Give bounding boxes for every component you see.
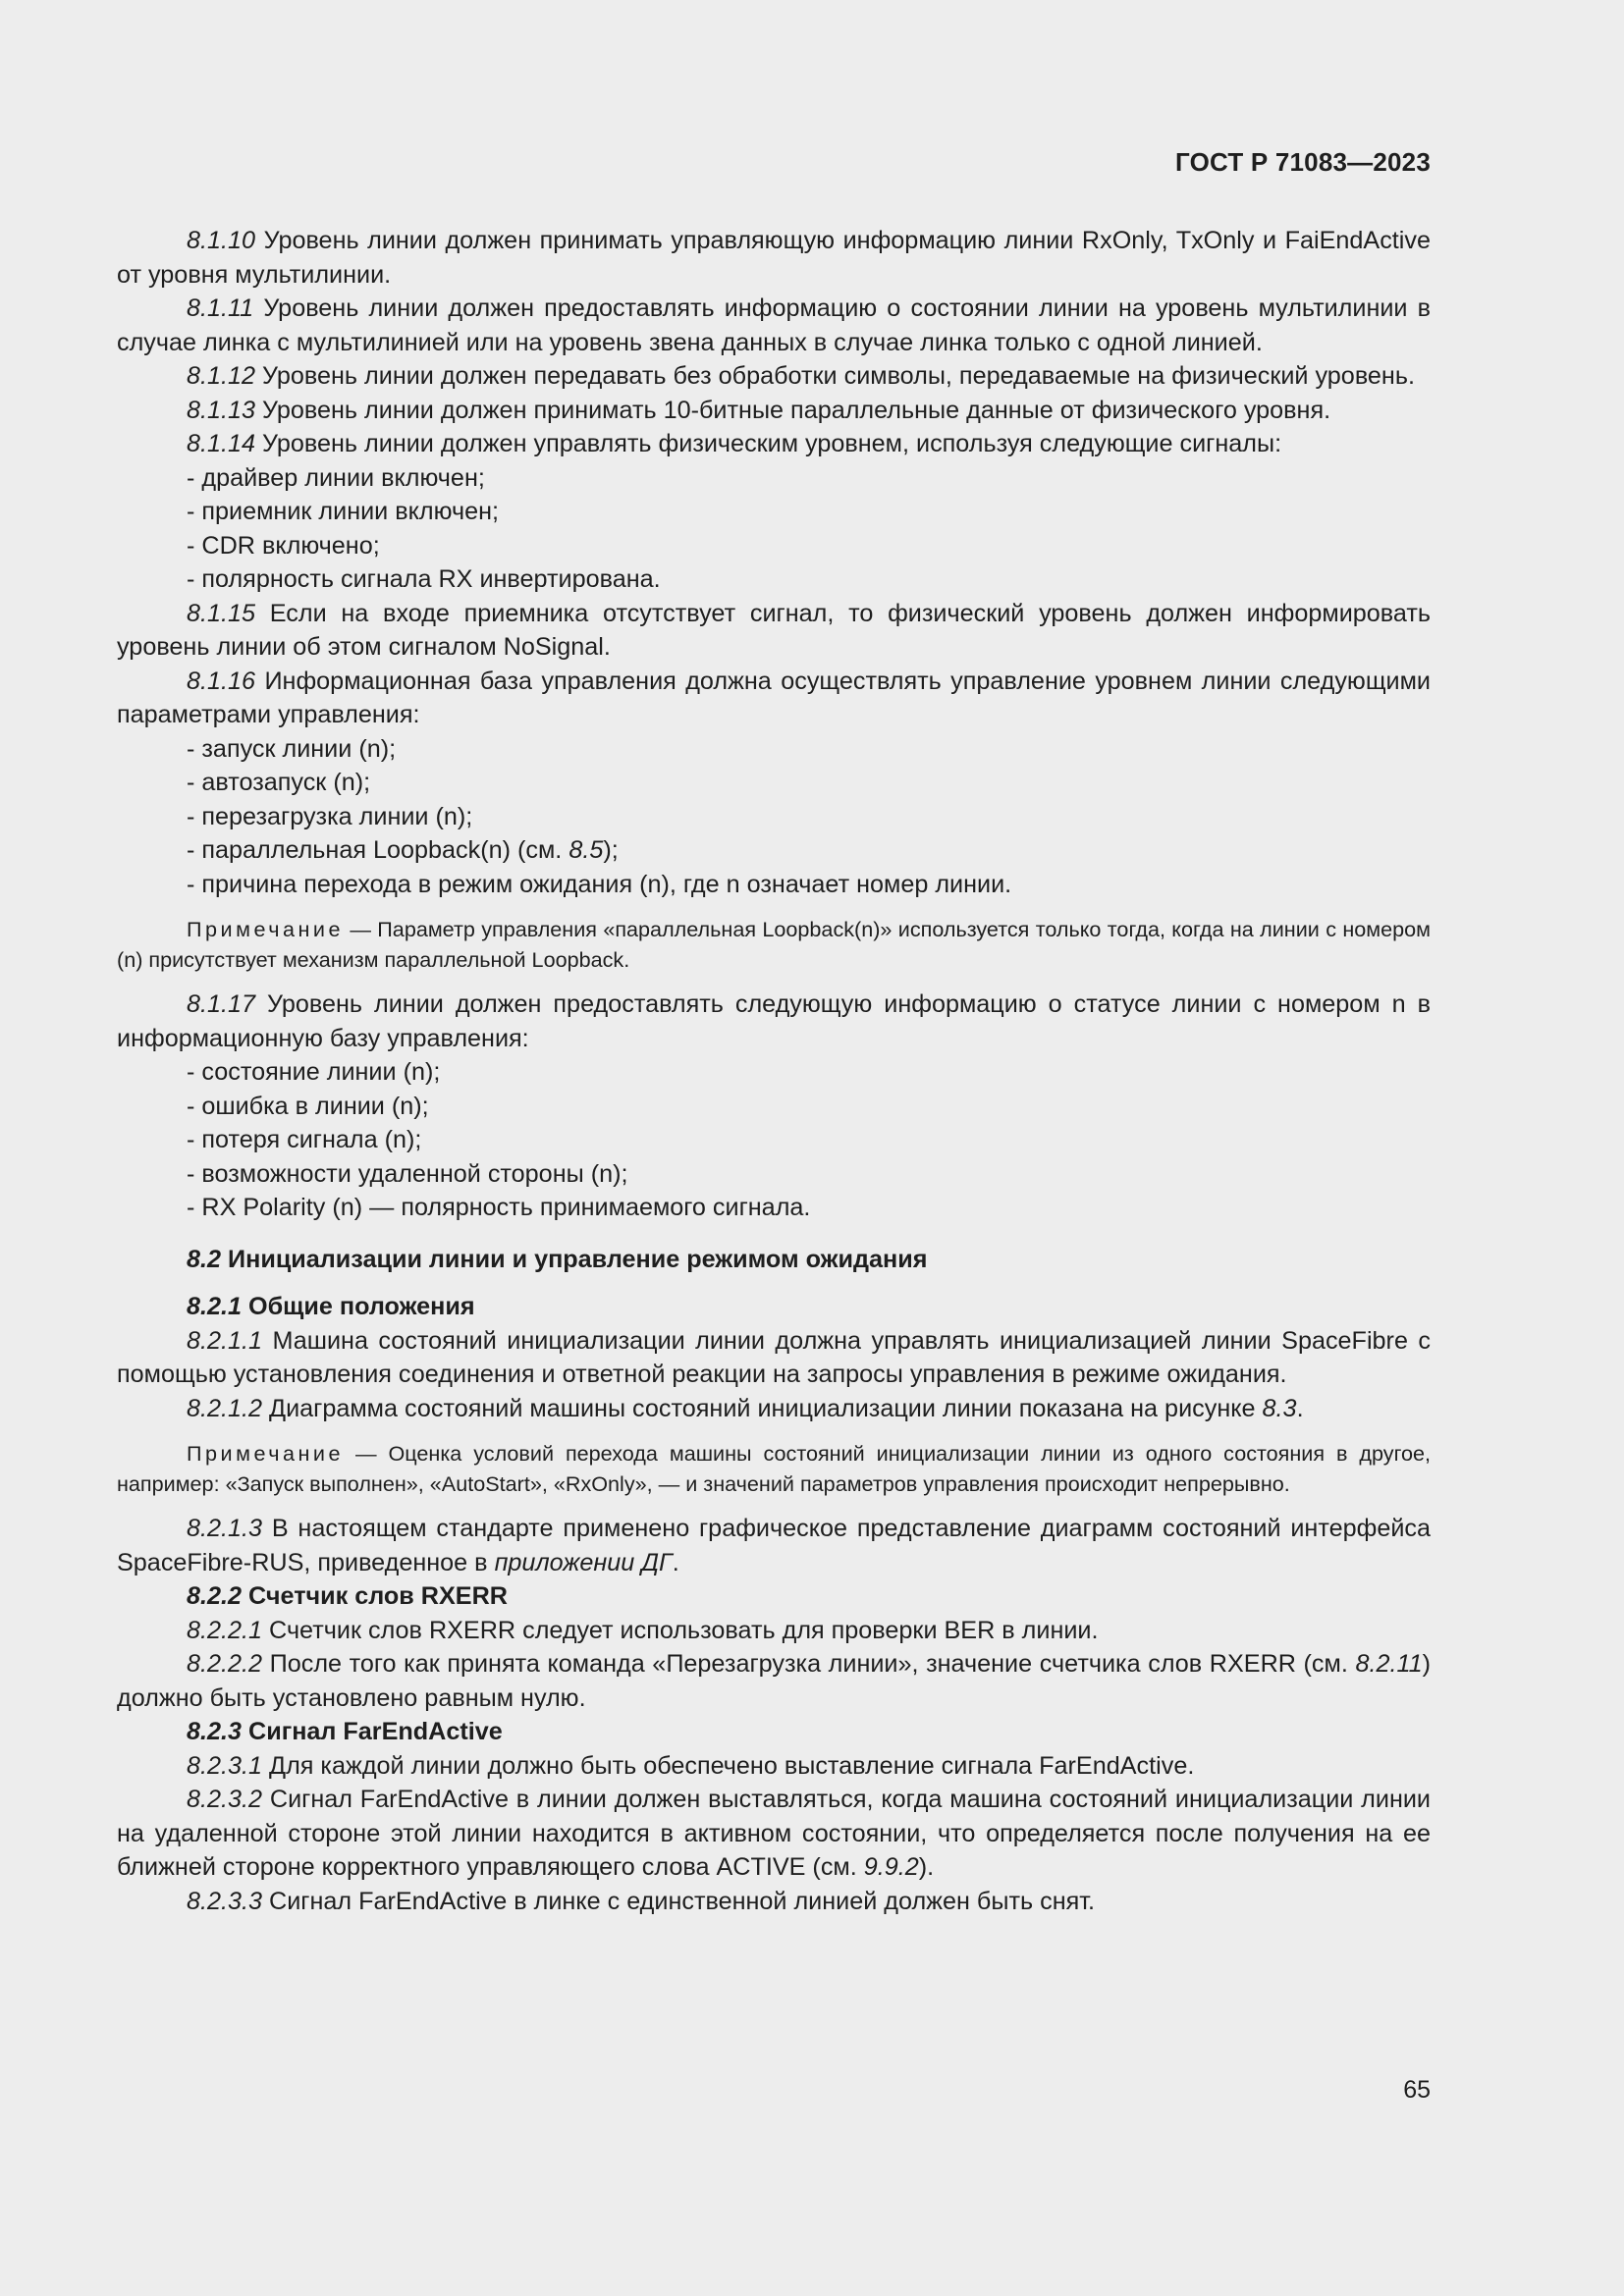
section-number: 8.2.3 (187, 1718, 243, 1745)
clause-number: 8.1.12 (187, 362, 256, 390)
clause-text: . (672, 1548, 679, 1576)
note (117, 914, 1431, 975)
cross-reference: 8.2.11 (1355, 1650, 1423, 1678)
section-heading-8-2-2 (117, 1579, 1431, 1614)
note-label: Примечание (187, 1441, 344, 1466)
section-title: Счетчик слов RXERR (248, 1582, 508, 1610)
section-heading-8-2-3 (117, 1715, 1431, 1749)
list-item: - потеря сигнала (n); (187, 1126, 422, 1153)
section-heading-8-2-1 (117, 1290, 1431, 1324)
clause-8-1-11 (117, 292, 1431, 359)
clause-number: 8.2.3.3 (187, 1887, 263, 1915)
list-item: - драйвер линии включен; (187, 463, 485, 492)
clause-text: В настоящем стандарте применено графическое представление диаграмм состояний интерфейса SpaceFibre-RUS, приведенное в (117, 1515, 1432, 1576)
clause-number: 8.1.15 (187, 599, 256, 627)
clause-8-1-16 (117, 665, 1431, 732)
cross-reference: 8.3 (1262, 1394, 1297, 1422)
clause-number: 8.2.1.3 (187, 1515, 263, 1542)
clause-number: 8.1.17 (187, 990, 256, 1018)
note (117, 1438, 1431, 1499)
list-item: - состояние линии (n); (187, 1058, 441, 1086)
clause-text: ). (918, 1853, 935, 1881)
clause-8-1-10 (117, 224, 1431, 292)
clause-number: 8.2.1.1 (187, 1326, 263, 1355)
clause-text: . (1296, 1394, 1304, 1422)
clause-number: 8.1.11 (187, 294, 254, 322)
list-item: - причина перехода в режим ожидания (n), где n означает номер линии. (187, 870, 1012, 898)
list-item: - приемник линии включен; (187, 498, 499, 525)
clause-8-2-3-3 (117, 1885, 1431, 1919)
section-title: Сигнал FarEndActive (248, 1718, 503, 1745)
clause-number: 8.1.10 (187, 227, 256, 254)
clause-text: Если на входе приемника отсутствует сигнал, то физический уровень должен информировать уровень линии об этом сигналом NoSignal. (117, 599, 1432, 661)
list-item: - RX Polarity (n) — полярность принимаемого сигнала. (187, 1194, 811, 1221)
clause-8-1-13 (117, 394, 1431, 428)
clause-number: 8.2.2.1 (187, 1616, 263, 1644)
clause-text: Уровень линии должен передавать без обработки символы, передаваемые на физический уровень. (262, 362, 1415, 390)
clause-number: 8.2.1.2 (187, 1394, 263, 1422)
clause-text: Диаграмма состояний машины состояний инициализации линии показана на рисунке (269, 1394, 1263, 1422)
note-label: Примечание (187, 917, 344, 941)
list-item: - CDR включено; (187, 531, 380, 560)
clause-text: Машина состояний инициализации линии должна управлять инициализацией линии SpaceFibre с помощью установления соединения и ответной реакции на запросы управления в режиме ожидания. (117, 1326, 1431, 1388)
note-text: — Параметр управления «параллельная Loopback(n)» используется только тогда, когда на линии с номером (n) присутствует механизм параллельной Loopback. (117, 917, 1431, 972)
section-title: Инициализации линии и управление режимом ожидания (228, 1245, 928, 1273)
clause-text: Уровень линии должен предоставлять информацию о состоянии линии на уровень мультилинии в случае линка с мультилинией или на уровень звена данных в случае линка только с одной линией. (117, 294, 1432, 356)
clause-8-1-15 (117, 597, 1431, 665)
clause-8-2-1-3 (117, 1512, 1431, 1579)
clause-8-2-1-2 (117, 1392, 1431, 1426)
cross-reference: 9.9.2 (863, 1853, 919, 1881)
clause-8-2-1-1 (117, 1324, 1431, 1392)
clause-number: 8.1.13 (187, 396, 256, 424)
clause-8-2-3-1 (117, 1749, 1431, 1784)
clause-8-2-3-2 (117, 1783, 1431, 1885)
section-number: 8.2.1 (187, 1293, 243, 1320)
section-title: Общие положения (248, 1293, 475, 1320)
clause-text: Информационная база управления должна осуществлять управление уровнем линии следующими параметрами управления: (117, 667, 1432, 728)
list-item: - автозапуск (n); (187, 769, 371, 796)
section-number: 8.2 (187, 1245, 222, 1273)
list-item-text: - параллельная Loopback(n) (см. (187, 836, 569, 864)
clause-text: ) должно быть установлено равным нулю. (117, 1650, 1432, 1712)
list-item: - полярность сигнала RX инвертирована. (187, 565, 661, 593)
list-item: - запуск линии (n); (187, 734, 397, 763)
page-number: 65 (1403, 2076, 1431, 2104)
clause-text: Сигнал FarEndActive в линке с единственной линией должен быть снят. (269, 1887, 1095, 1915)
clause-number: 8.1.16 (187, 667, 256, 695)
section-heading-8-2 (117, 1243, 1431, 1277)
clause-text: Уровень линии должен принимать 10-битные параллельные данные от физического уровня. (262, 396, 1331, 424)
clause-text: Уровень линии должен управлять физическим уровнем, используя следующие сигналы: (262, 430, 1282, 457)
clause-8-1-12 (117, 359, 1431, 394)
clause-8-1-17 (117, 988, 1431, 1055)
cross-reference: приложении ДГ (494, 1548, 673, 1576)
clause-8-2-2-1 (117, 1614, 1431, 1648)
document-header: ГОСТ Р 71083—2023 (1175, 147, 1431, 177)
clause-number: 8.2.3.1 (187, 1751, 263, 1780)
clause-text: Уровень линии должен принимать управляющую информацию линии RxOnly, TxOnly и FaiEndActive от уровня мультилинии. (117, 227, 1431, 289)
list-item: - перезагрузка линии (n); (187, 802, 473, 830)
section-number: 8.2.2 (187, 1582, 243, 1610)
clause-number: 8.1.14 (187, 430, 256, 457)
document-body (117, 224, 1431, 1918)
clause-8-1-14 (117, 427, 1431, 461)
clause-number: 8.2.3.2 (187, 1786, 263, 1813)
list-item (117, 833, 1431, 868)
clause-text: Для каждой линии должно быть обеспечено выставление сигнала FarEndActive. (269, 1751, 1195, 1780)
note-text: — Оценка условий перехода машины состояний инициализации линии из одного состояния в другое, например: «Запуск выполнен», «AutoStart», «RxOnly», — и значений параметров управления происходит непрерывно. (117, 1441, 1431, 1496)
list-item: - возможности удаленной стороны (n); (187, 1159, 628, 1188)
list-item: - ошибка в линии (n); (187, 1092, 429, 1120)
clause-text: После того как принята команда «Перезагрузка линии», значение счетчика слов RXERR (см. (269, 1650, 1356, 1678)
clause-text: Счетчик слов RXERR следует использовать для проверки BER в линии. (269, 1616, 1099, 1644)
clause-text: Уровень линии должен предоставлять следующую информацию о статусе линии с номером n в информационную базу управления: (117, 990, 1431, 1052)
list-item-text: ); (603, 836, 619, 864)
clause-number: 8.2.2.2 (187, 1650, 263, 1678)
clause-8-2-2-2 (117, 1647, 1431, 1715)
cross-reference: 8.5 (568, 836, 604, 864)
clause-text: Сигнал FarEndActive в линии должен выставляться, когда машина состояний инициализации линии на удаленной стороне этой линии находится в активном состоянии, что определяется после получения на ее ближней стороне корректного управляющего слова ACTIVE (см. (117, 1786, 1431, 1881)
